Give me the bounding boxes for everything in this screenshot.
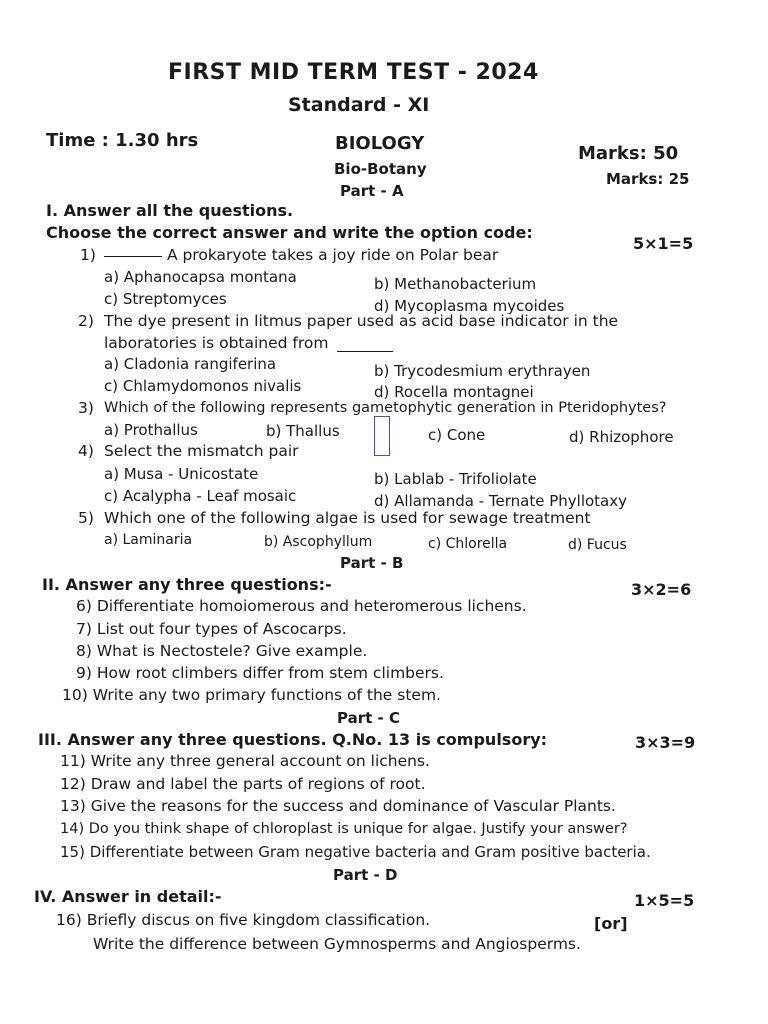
q1-text: A prokaryote takes a joy ride on Polar bear — [104, 248, 498, 264]
section1-instruction: Choose the correct answer and write the option code: — [46, 223, 533, 242]
subject-label: BIOLOGY — [335, 133, 425, 154]
q4-number: 4) — [78, 442, 94, 460]
q11-text: 11) Write any three general account on lichens. — [60, 752, 430, 770]
q13-text: 13) Give the reasons for the success and dominance of Vascular Plants. — [60, 797, 616, 815]
text-cursor-box[interactable] — [374, 416, 390, 456]
q4-option-a: a) Musa - Unicostate — [104, 465, 259, 483]
part-c-marks: 3×3=9 — [635, 733, 696, 752]
part-d-label: Part - D — [333, 866, 398, 884]
subsubject-label: Bio-Botany — [334, 160, 427, 178]
q2-option-d: d) Rocella montagnei — [374, 383, 534, 401]
q2-blank — [337, 350, 393, 352]
q10-text: 10) Write any two primary functions of the stem. — [62, 686, 441, 704]
part-b-heading: II. Answer any three questions:- — [42, 575, 332, 594]
exam-title: FIRST MID TERM TEST - 2024 — [168, 60, 539, 85]
q5-option-a: a) Laminaria — [104, 532, 193, 548]
q4-option-b: b) Lablab - Trifoliolate — [374, 470, 537, 488]
standard-label: Standard - XI — [288, 94, 430, 116]
q15-text: 15) Differentiate between Gram negative bacteria and Gram positive bacteria. — [60, 843, 651, 861]
q1-option-d: d) Mycoplasma mycoides — [374, 297, 565, 315]
q2-option-b: b) Trycodesmium erythrayen — [374, 362, 591, 380]
part-d-marks: 1×5=5 — [634, 891, 695, 910]
part-b-marks: 3×2=6 — [631, 580, 692, 599]
q16-alternative-text: Write the difference between Gymnosperms and Angiosperms. — [93, 935, 581, 953]
q16-or: [or] — [594, 914, 628, 933]
q1-option-b: b) Methanobacterium — [374, 275, 537, 293]
q2-option-a: a) Cladonia rangiferina — [104, 355, 277, 373]
q2-text-line2: laboratories is obtained from — [104, 336, 393, 352]
q1-option-c: c) Streptomyces — [104, 290, 227, 308]
total-marks-label: Marks: 50 — [578, 143, 679, 164]
q3-text: Which of the following represents gametophytic generation in Pteridophytes? — [104, 400, 667, 416]
q4-option-c: c) Acalypha - Leaf mosaic — [104, 487, 297, 505]
q5-text: Which one of the following algae is used for sewage treatment — [104, 509, 591, 527]
q12-text: 12) Draw and label the parts of regions of root. — [60, 775, 426, 793]
q1-option-a: a) Aphanocapsa montana — [104, 268, 297, 286]
q2-text: The dye present in litmus paper used as acid base indicator in the — [104, 312, 619, 330]
q2-option-c: c) Chlamydomonos nivalis — [104, 377, 302, 395]
section1-heading: I. Answer all the questions. — [46, 201, 294, 220]
part-b-label: Part - B — [340, 554, 404, 572]
part-c-label: Part - C — [337, 709, 400, 727]
q5-number: 5) — [78, 509, 94, 527]
q1-blank — [104, 255, 162, 257]
q3-option-c: c) Cone — [428, 426, 486, 444]
q3-option-a: a) Prothallus — [104, 421, 198, 439]
time-label: Time : 1.30 hrs — [46, 130, 199, 151]
q3-number: 3) — [78, 399, 94, 417]
q3-option-d: d) Rhizophore — [569, 428, 674, 446]
q9-text: 9) How root climbers differ from stem climbers. — [76, 664, 444, 682]
part-d-heading: IV. Answer in detail:- — [34, 887, 222, 906]
q16-text: 16) Briefly discus on five kingdom classification. — [56, 911, 431, 929]
q8-text: 8) What is Nectostele? Give example. — [76, 642, 368, 660]
q5-option-d: d) Fucus — [568, 537, 627, 553]
q5-option-b: b) Ascophyllum — [264, 534, 373, 550]
part-a-label: Part - A — [340, 182, 404, 200]
q6-text: 6) Differentiate homoiomerous and heteromerous lichens. — [76, 597, 527, 615]
q7-text: 7) List out four types of Ascocarps. — [76, 620, 347, 638]
part-c-heading: III. Answer any three questions. Q.No. 13 is compulsory: — [38, 730, 548, 749]
q3-option-b: b) Thallus — [266, 422, 340, 440]
q4-text: Select the mismatch pair — [104, 442, 299, 460]
q5-option-c: c) Chlorella — [428, 536, 508, 552]
q14-text: 14) Do you think shape of chloroplast is unique for algae. Justify your answer? — [60, 821, 628, 837]
section1-marks: 5×1=5 — [633, 234, 694, 253]
q1-number: 1) — [80, 246, 96, 264]
section-marks-label: Marks: 25 — [606, 170, 690, 188]
q2-number: 2) — [78, 312, 94, 330]
q4-option-d: d) Allamanda - Ternate Phyllotaxy — [374, 492, 627, 510]
